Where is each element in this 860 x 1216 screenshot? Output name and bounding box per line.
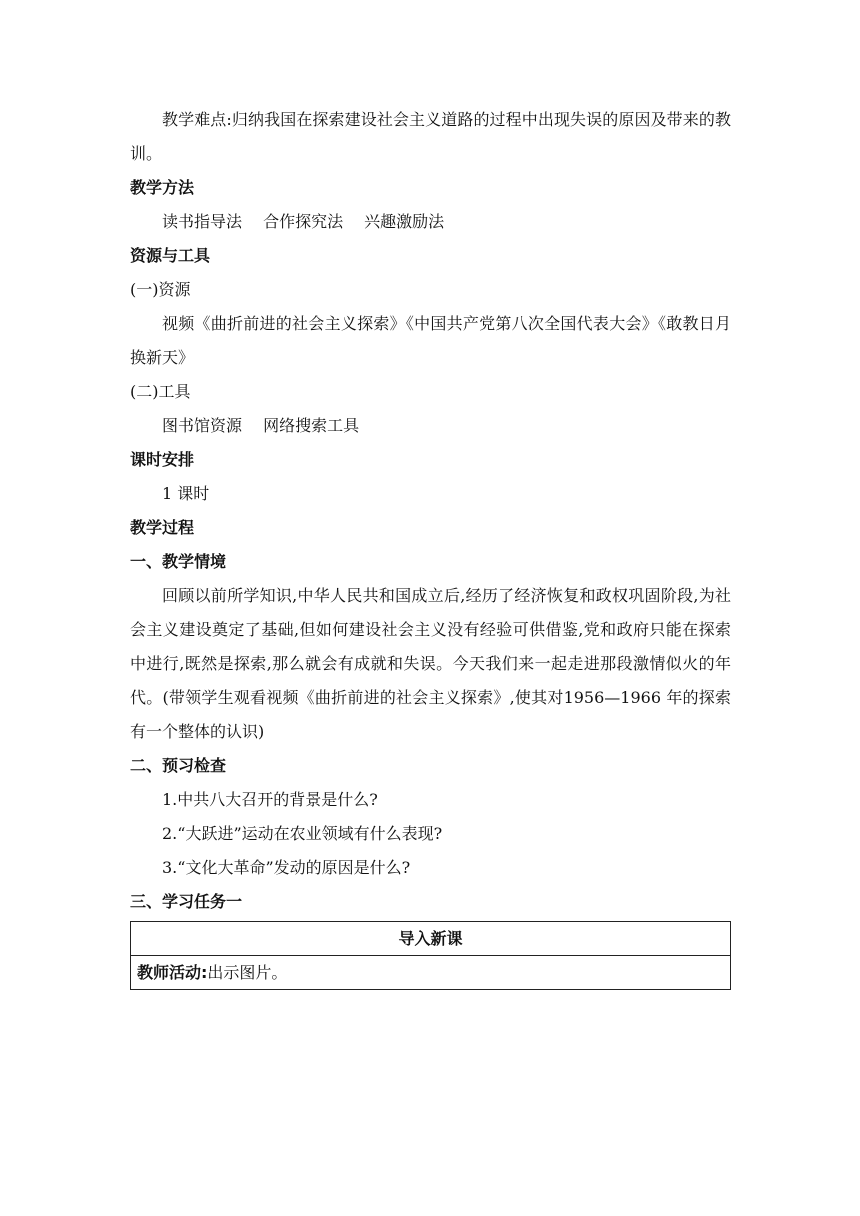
methods-text: 读书指导法 合作探究法 兴趣激励法 — [162, 212, 445, 231]
question-item: 1.中共八大召开的背景是什么? — [162, 790, 378, 809]
table-row — [131, 956, 731, 990]
teacher-activity-label: 教师活动: — [137, 963, 208, 982]
question-item: 3.“文化大革命”发动的原因是什么? — [162, 858, 411, 877]
teaching-difficulty: 教学难点:归纳我国在探索建设社会主义道路的过程中出现失误的原因及带来的教训。 — [130, 110, 731, 163]
process-heading: 教学过程 — [130, 518, 195, 537]
resources-heading: 资源与工具 — [130, 246, 211, 265]
table-row — [131, 922, 731, 956]
schedule-text: 1 课时 — [162, 484, 210, 503]
table-cell — [131, 956, 731, 990]
section1-title: 一、教学情境 — [130, 552, 227, 571]
section3-title: 三、学习任务一 — [130, 892, 243, 911]
resources-sub1-label: (一)资源 — [130, 280, 191, 299]
task-table — [130, 921, 731, 990]
resources-sub2-text: 图书馆资源 网络搜索工具 — [162, 416, 360, 435]
resources-sub2-label: (二)工具 — [130, 382, 191, 401]
question-item: 2.“大跃进”运动在农业领域有什么表现? — [162, 824, 443, 843]
table-header-cell: 导入新课 — [131, 922, 731, 956]
teacher-activity-text: 出示图片。 — [207, 963, 288, 982]
schedule-heading: 课时安排 — [130, 450, 195, 469]
document-content — [130, 103, 731, 990]
section2-title: 二、预习检查 — [130, 756, 227, 775]
methods-heading: 教学方法 — [130, 178, 195, 197]
section1-text: 回顾以前所学知识,中华人民共和国成立后,经历了经济恢复和政权巩固阶段,为社会主义建设奠定了基础,但如何建设社会主义没有经验可供借鉴,党和政府只能在探索中进行,既然是探索,那么就会有成就和失误。今天我们来一起走进那段激情似火的年代。(带领学生观看视频《曲折前进的社会主义探索》,使其对1956—1966 年的探索有一个整体的认识) — [130, 586, 731, 741]
resources-sub1-text: 视频《曲折前进的社会主义探索》《中国共产党第八次全国代表大会》《敢教日月换新天》 — [130, 314, 731, 367]
